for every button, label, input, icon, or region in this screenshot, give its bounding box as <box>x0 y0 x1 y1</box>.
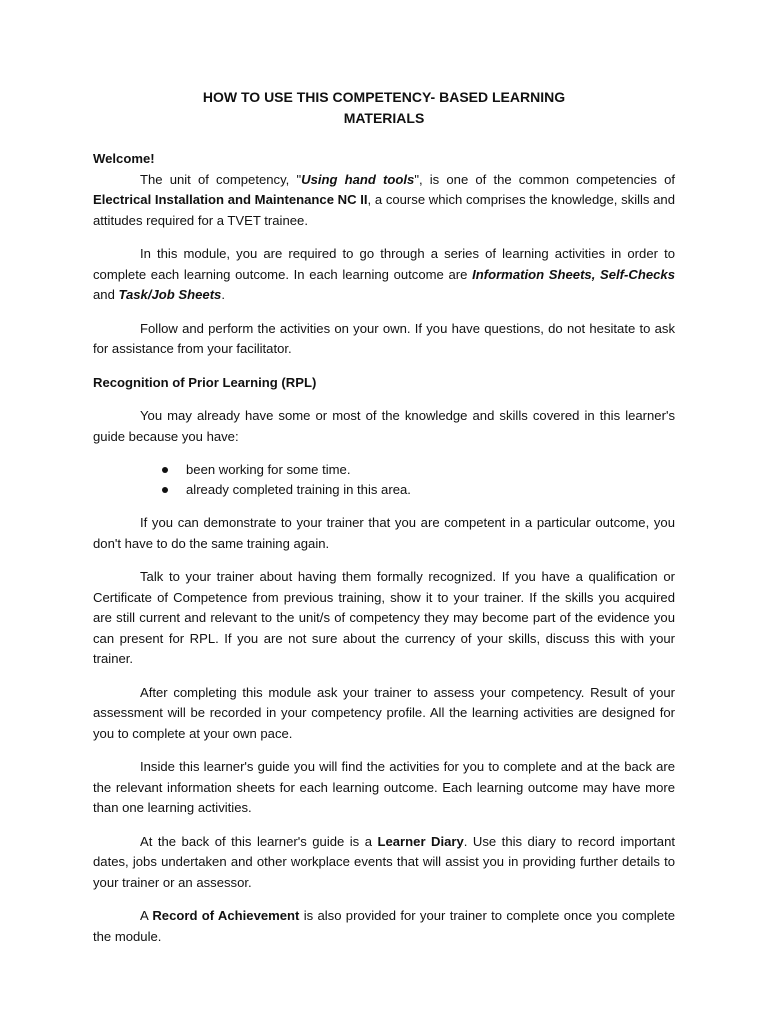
rpl-paragraph-intro: You may already have some or most of the knowledge and skills covered in this learner's guide because you have: <box>93 408 675 444</box>
page-title <box>93 87 675 129</box>
task-sheets-term: Task/Job Sheets <box>118 287 222 302</box>
welcome-paragraph-unit: The unit of competency, "Using hand tools", is one of the common competencies of Electrical Installation and Maintenance NC II, a course which comprises the knowledge, skills and attitudes required for a TVET trainee. <box>93 171 676 228</box>
rpl-heading: Recognition of Prior Learning (RPL) <box>93 374 317 390</box>
welcome-paragraph-module: In this module, you are required to go through a series of learning activities in order to complete each learning outcome. In each learning outcome are Information Sheets, Self-Checks and Task/Job Sheets. <box>93 246 675 302</box>
record-of-achievement-term: Record of Achievement <box>152 908 300 923</box>
document-page <box>93 87 675 947</box>
rpl-paragraph-guide: Inside this learner's guide you will find the activities for you to complete and at the back are the relevant information sheets for each learning outcome. Each learning outcome may have more than one learning activities. <box>93 759 675 815</box>
rpl-paragraph-assessment: After completing this module ask your trainer to assess your competency. Result of your assessment will be recorded in your competency profile. All the learning activities are designed for you to complete at your own pace. <box>93 684 675 741</box>
rpl-paragraph-recognition: Talk to your trainer about having them formally recognized. If you have a qualification or Certificate of Competence from previous training, show it to your trainer. If the skills you acquired are still current and relevant to the unit/s of competency they may become part of the evidence you can present for RPL. If you are not sure about the currency of your skills, discuss this with your trainer. <box>93 569 675 666</box>
information-sheets-term: Information Sheets, Self-Checks <box>472 266 675 282</box>
list-item: already completed training in this area. <box>186 480 675 500</box>
rpl-paragraph-record: A Record of Achievement is also provided for your trainer to complete once you complete the module. <box>93 908 675 944</box>
title-line-1: HOW TO USE THIS COMPETENCY- BASED LEARNING <box>202 89 566 105</box>
welcome-paragraph-follow: Follow and perform the activities on your own. If you have questions, do not hesitate to ask for assistance from your facilitator. <box>93 320 675 356</box>
unit-name: Using hand tools <box>301 171 415 187</box>
learner-diary-term: Learner Diary <box>377 833 464 849</box>
list-item: been working for some time. <box>186 460 675 480</box>
course-name: Electrical Installation and Maintenance NC II <box>93 192 368 207</box>
rpl-paragraph-diary: At the back of this learner's guide is a Learner Diary. Use this diary to record important dates, jobs undertaken and other workplace events that will assist you in providing further details to your trainer or an assessor. <box>93 833 675 890</box>
rpl-bullet-list <box>93 460 675 500</box>
welcome-heading: Welcome! <box>93 151 155 166</box>
title-line-2: MATERIALS <box>343 110 425 126</box>
rpl-paragraph-demonstrate: If you can demonstrate to your trainer that you are competent in a particular outcome, you don't have to do the same training again. <box>93 515 675 551</box>
